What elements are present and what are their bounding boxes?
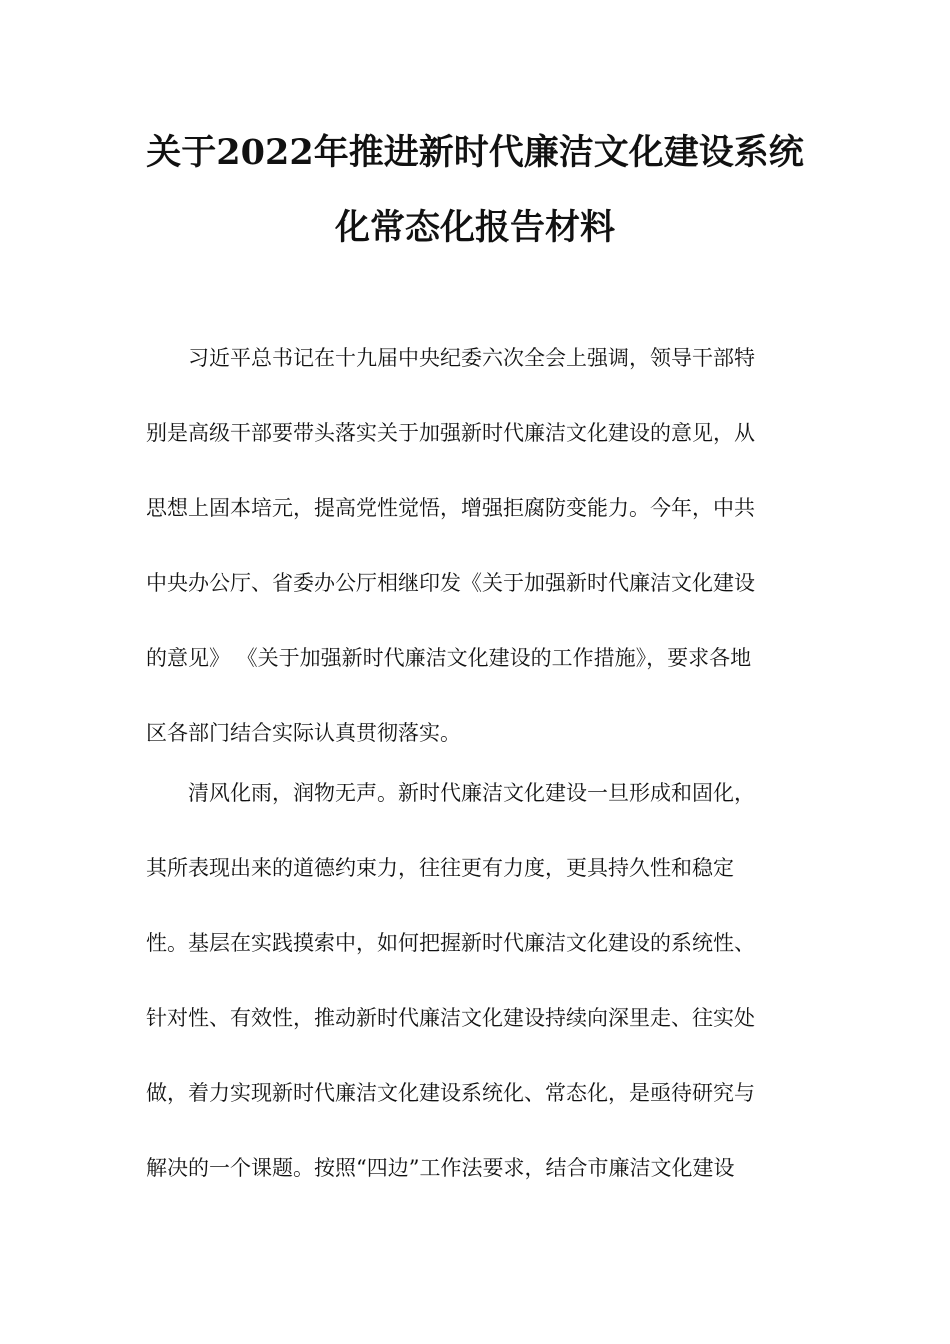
paragraph-2-line-3: 性。基层在实践摸索中，如何把握新时代廉洁文化建设的系统性、 [146, 931, 755, 955]
paragraph-2-line-5: 做，着力实现新时代廉洁文化建设系统化、常态化，是亟待研究与 [146, 1081, 755, 1105]
paragraph-2-line-4: 针对性、有效性，推动新时代廉洁文化建设持续向深里走、往实处 [146, 1006, 755, 1030]
document-title-line-2: 化常态化报告材料 [334, 207, 615, 248]
paragraph-1-line-1: 习近平总书记在十九届中央纪委六次全会上强调，领导干部特 [188, 346, 755, 370]
paragraph-2-line-6: 解决的一个课题。按照“四边”工作法要求，结合市廉洁文化建设 [146, 1156, 735, 1180]
paragraph-1-line-6: 区各部门结合实际认真贯彻落实。 [146, 721, 461, 745]
paragraph-1-line-4: 中央办公厅、省委办公厅相继印发《关于加强新时代廉洁文化建设 [146, 571, 755, 595]
paragraph-2-line-2: 其所表现出来的道德约束力，往往更有力度，更具持久性和稳定 [146, 856, 734, 880]
paragraph-1-line-2: 别是高级干部要带头落实关于加强新时代廉洁文化建设的意见，从 [146, 421, 755, 445]
paragraph-1-line-3: 思想上固本培元，提高党性觉悟，增强拒腐防变能力。今年，中共 [146, 496, 755, 520]
paragraph-1-line-5: 的意见》 《关于加强新时代廉洁文化建设的工作措施》，要求各地 [146, 646, 752, 670]
document-title-line-1: 关于2022年推进新时代廉洁文化建设系统 [146, 132, 804, 173]
paragraph-2-line-1: 清风化雨，润物无声。新时代廉洁文化建设一旦形成和固化， [188, 781, 755, 805]
